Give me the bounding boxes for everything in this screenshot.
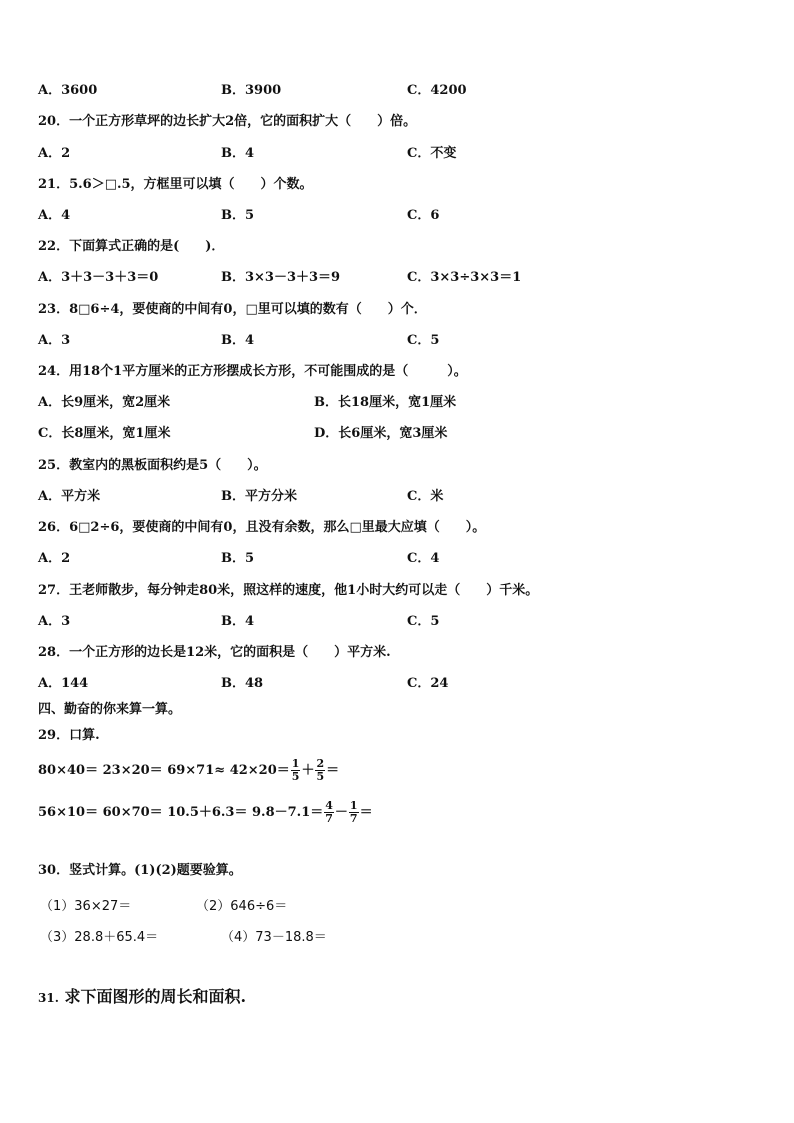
- q31-heading: [38, 984, 246, 1007]
- q29-stem: 29．口算.: [38, 728, 100, 743]
- q22-option-b: B．3×3－3＋3＝9: [221, 270, 341, 285]
- q19-option-c: C．4200: [407, 83, 467, 98]
- q22-option-c: C．3×3÷3×3＝1: [407, 270, 522, 285]
- q29-row-2-fraction-1: $\frac{4}{7}$: [325, 799, 333, 825]
- q21-option-b: B．5: [221, 208, 255, 223]
- q30-part-4: （4）73－18.8＝: [221, 930, 327, 945]
- q21-stem: 21．5.6＞□.5，方框里可以填（ ）个数。: [38, 177, 313, 192]
- q24-stem: 24．用18个1平方厘米的正方形摆成长方形，不可能围成的是（ ）。: [38, 364, 467, 379]
- q24-option-c: C．长8厘米，宽1厘米: [38, 426, 171, 441]
- q25-option-c: C．米: [407, 489, 444, 504]
- q20-option-c: C．不变: [407, 146, 457, 161]
- q29-row-2: 56×10＝ 60×70＝ 10.5＋6.3＝ 9.8－7.1＝ $\frac{4}{7}$ － $\frac{1}{7}$ ＝: [38, 799, 373, 825]
- q28-stem: 28．一个正方形的边长是12米，它的面积是（ ）平方米.: [38, 645, 391, 660]
- q31-stem: 求下面图形的周长和面积.: [64, 987, 247, 1006]
- section-heading: 四、勤奋的你来算一算。: [38, 702, 182, 717]
- q30-stem: 30．竖式计算。(1)(2)题要验算。: [38, 863, 242, 878]
- q26-option-c: C．4: [407, 551, 440, 566]
- q28-option-b: B．48: [221, 676, 264, 691]
- q20-option-a: A．2: [38, 146, 71, 161]
- q28-option-c: C．24: [407, 676, 449, 691]
- q21-option-a: A．4: [38, 208, 71, 223]
- q20-stem: 20．一个正方形草坪的边长扩大2倍，它的面积扩大（ ）倍。: [38, 114, 417, 129]
- q23-stem: 23．8□6÷4，要使商的中间有0，□里可以填的数有（ ）个．: [38, 302, 427, 317]
- q25-option-b: B．平方分米: [221, 489, 297, 504]
- q23-option-c: C．5: [407, 333, 440, 348]
- q30-part-3: （3）28.8＋65.4＝: [40, 930, 159, 945]
- q26-option-b: B．5: [221, 551, 255, 566]
- q27-option-b: B．4: [221, 614, 255, 629]
- q24-option-b: B．长18厘米，宽1厘米: [314, 395, 457, 410]
- q27-option-a: A．3: [38, 614, 71, 629]
- q25-option-a: A．平方米: [38, 489, 101, 504]
- q29-row-1-fraction-1: $\frac{1}{5}$: [291, 757, 300, 783]
- q29-row-1-fraction-2: $\frac{2}{5}$: [316, 757, 325, 783]
- q31-number: 31.: [38, 991, 59, 1005]
- q29-row-1: 80×40＝ 23×20＝ 69×71≈ 42×20＝ $\frac{1}{5}$ ＋ $\frac{2}{5}$ ＝: [38, 757, 340, 783]
- q24-option-d: D．长6厘米，宽3厘米: [314, 426, 448, 441]
- q29-row-1-text: 80×40＝ 23×20＝ 69×71≈ 42×20＝: [38, 763, 290, 778]
- q30-part-2: （2）646÷6＝: [196, 899, 288, 914]
- q29-row-2-fraction-2: $\frac{1}{7}$: [349, 799, 358, 825]
- q29-row-2-text: 56×10＝ 60×70＝ 10.5＋6.3＝ 9.8－7.1＝: [38, 805, 324, 820]
- q27-stem: 27．王老师散步，每分钟走80米，照这样的速度，他1小时大约可以走（ ）千米。: [38, 583, 539, 598]
- q24-option-a: A．长9厘米，宽2厘米: [38, 395, 171, 410]
- q25-stem: 25．教室内的黑板面积约是5（ ）。: [38, 458, 267, 473]
- q22-stem: 22．下面算式正确的是( )．: [38, 239, 225, 254]
- q23-option-b: B．4: [221, 333, 255, 348]
- q19-option-b: B．3900: [221, 83, 282, 98]
- q23-option-a: A．3: [38, 333, 71, 348]
- q21-option-c: C．6: [407, 208, 440, 223]
- q26-stem: 26．6□2÷6，要使商的中间有0，且没有余数，那么□里最大应填（ ）。: [38, 520, 486, 535]
- q22-option-a: A．3＋3－3＋3＝0: [38, 270, 159, 285]
- q20-option-b: B．4: [221, 146, 255, 161]
- q30-part-1: （1）36×27＝: [40, 899, 132, 914]
- q26-option-a: A．2: [38, 551, 71, 566]
- q27-option-c: C．5: [407, 614, 440, 629]
- q28-option-a: A．144: [38, 676, 89, 691]
- q19-option-a: A．3600: [38, 83, 98, 98]
